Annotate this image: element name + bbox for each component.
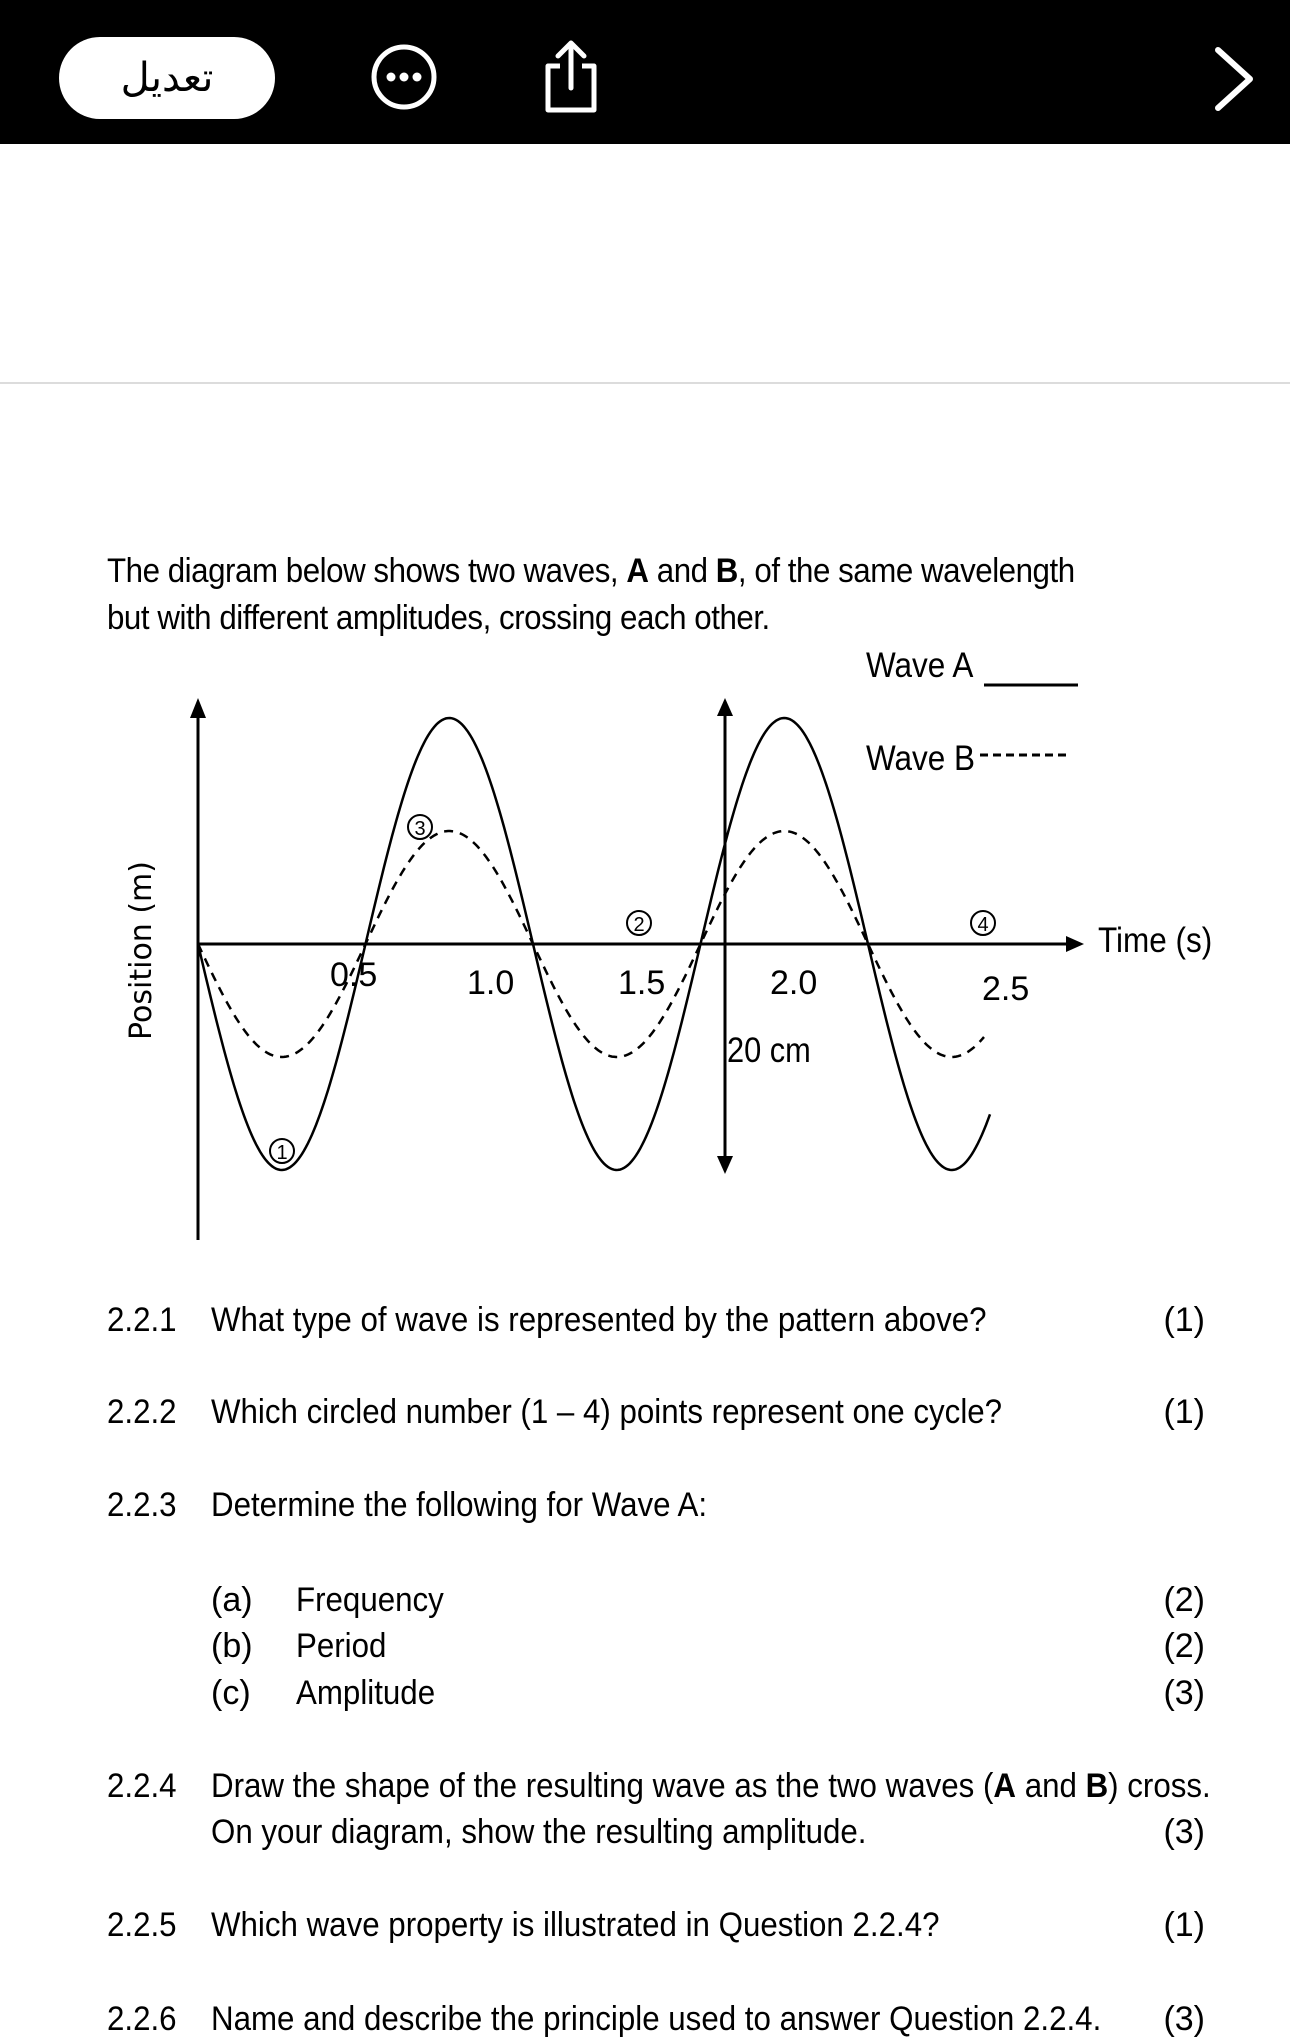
question-text: What type of wave is represented by the pattern above?: [211, 1301, 987, 1339]
edit-button[interactable]: تعديل: [59, 37, 275, 119]
question-text-part: Draw the shape of the resulting wave as the two waves (: [211, 1767, 994, 1805]
tick-label: 2.0: [770, 964, 818, 1002]
question-number: 2.2.6: [107, 2000, 177, 2038]
subpart-marks: (2): [1163, 1627, 1205, 1665]
point-marker: [270, 1139, 294, 1164]
subpart-text: Period: [296, 1627, 387, 1665]
y-axis-arrow: [190, 698, 206, 718]
point-number: 4: [977, 914, 989, 936]
question-marks: (3): [1163, 1813, 1205, 1851]
legend-wave-a-label: Wave A: [866, 646, 974, 686]
question-marks: (3): [1163, 2000, 1205, 2038]
question-wave-b: B: [1085, 1767, 1109, 1805]
question-text: Determine the following for Wave A:: [211, 1486, 708, 1524]
question-text-part: ) cross.: [1108, 1767, 1211, 1805]
question-text: Which circled number (1 – 4) points represent one cycle?: [211, 1393, 1003, 1431]
intro-wave-a: A: [626, 552, 649, 590]
question-text-part: and: [1016, 1767, 1086, 1805]
subpart-marks: (2): [1163, 1581, 1205, 1619]
legend-wave-b-label: Wave B: [866, 739, 976, 779]
tick-label: 1.5: [618, 964, 666, 1002]
x-axis-arrow: [1066, 936, 1084, 952]
question-number: 2.2.4: [107, 1767, 177, 1805]
point-marker: [627, 911, 651, 936]
question-wave-a: A: [993, 1767, 1016, 1805]
subpart-letter: (c): [211, 1674, 251, 1712]
question-text: [211, 1763, 1211, 1809]
tick-label: 0.5: [330, 956, 378, 994]
point-marker: [971, 911, 995, 936]
x-axis-label: Time (s): [1098, 921, 1213, 961]
question-number: 2.2.3: [107, 1486, 177, 1524]
y-axis-label: Position (m): [124, 861, 159, 1040]
point-marker: [408, 815, 432, 840]
tick-label: 1.0: [467, 964, 515, 1002]
subpart-text: Frequency: [296, 1581, 444, 1619]
tick-label: 2.5: [982, 970, 1030, 1008]
subpart-letter: (b): [211, 1627, 253, 1665]
subpart-marks: (3): [1163, 1674, 1205, 1712]
question-number: 2.2.5: [107, 1906, 177, 1944]
amplitude-arrow-top-head: [717, 698, 733, 716]
intro-text: The diagram below shows two waves,: [107, 552, 627, 590]
question-number: 2.2.1: [107, 1301, 177, 1339]
point-number: 2: [633, 914, 645, 936]
question-text: Name and describe the principle used to answer Question 2.2.4.: [211, 2000, 1102, 2038]
intro-text: , of the same wavelength but with different amplitudes, crossing each other.: [107, 552, 1075, 637]
point-number: 1: [276, 1142, 288, 1164]
question-marks: (1): [1163, 1393, 1205, 1431]
question-number: 2.2.2: [107, 1393, 177, 1431]
point-number: 3: [414, 818, 426, 840]
amplitude-label: 20 cm: [727, 1030, 811, 1070]
question-text: On your diagram, show the resulting amplitude.: [211, 1813, 867, 1851]
amplitude-arrow-bottom-head: [717, 1156, 733, 1174]
question-marks: (1): [1163, 1906, 1205, 1944]
intro-text: and: [648, 552, 716, 590]
question-text: Which wave property is illustrated in Question 2.2.4?: [211, 1906, 940, 1944]
subpart-letter: (a): [211, 1581, 253, 1619]
question-marks: (1): [1163, 1301, 1205, 1339]
intro-wave-b: B: [715, 552, 738, 590]
subpart-text: Amplitude: [296, 1674, 436, 1712]
